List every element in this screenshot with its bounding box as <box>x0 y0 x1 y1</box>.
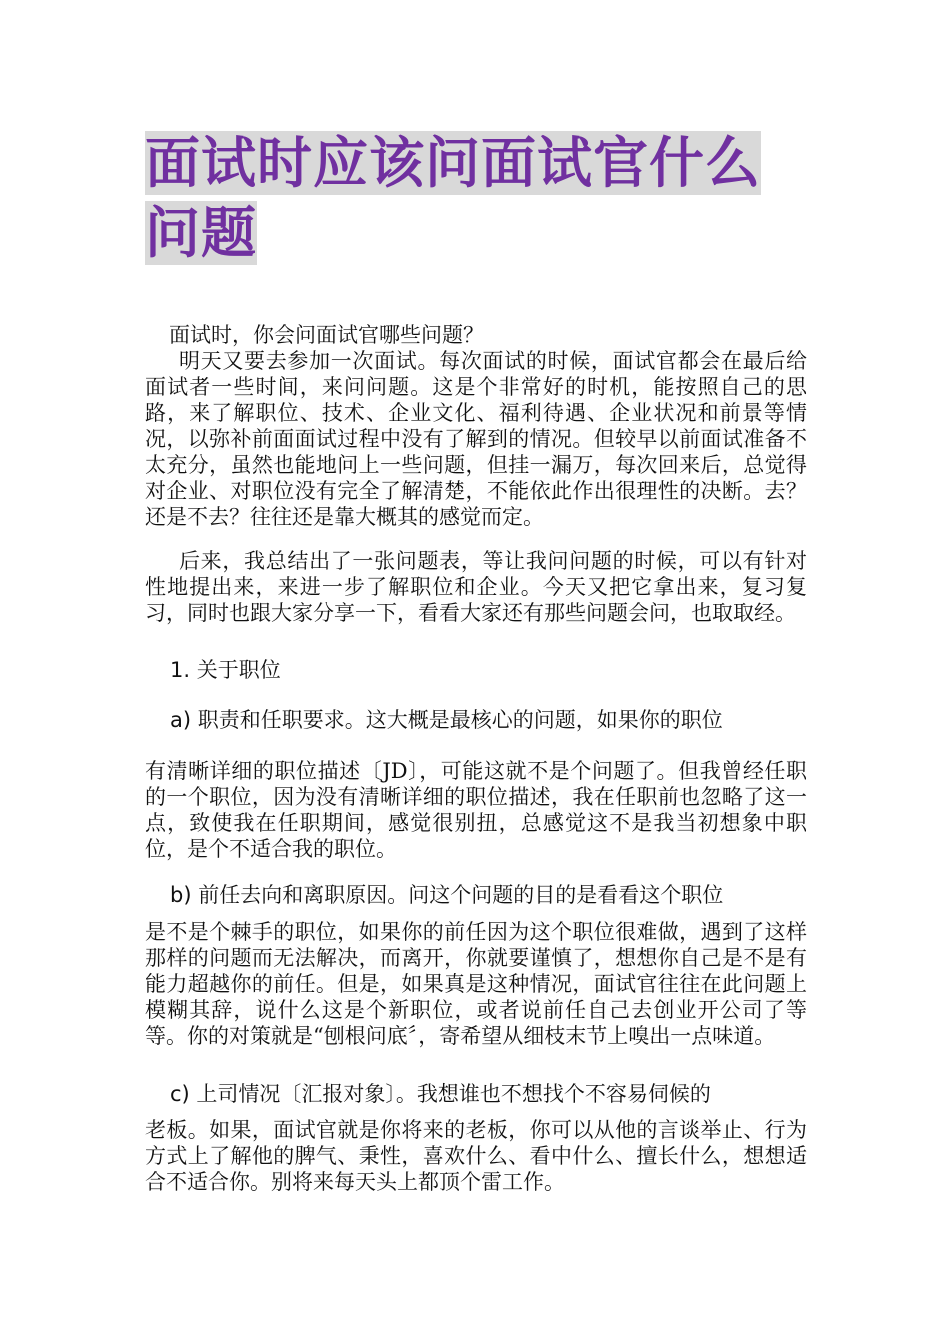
item-a-continuation: 有清晰详细的职位描述〔JD〕，可能这就不是个问题了。但我曾经任职的一个职位，因为没有清晰详细的职位描述，我在任职前也忽略了这一点，致使我在任职期间，感觉很别扭，总感觉这不是我当初想象中职位，是个不适合我的职位。 <box>145 759 807 861</box>
item-a-first-line: a) 职责和任职要求。这大概是最核心的问题，如果你的职位 <box>170 708 723 732</box>
item-c-continuation: 老板。如果，面试官就是你将来的老板，你可以从他的言谈举止、行为方式上了解他的脾气、秉性，喜欢什么、看中什么、擅长什么，想想适合不适合你。别将来每天头上都顶个雷工作。 <box>145 1118 807 1194</box>
paragraph-background: 明天又要去参加一次面试。每次面试的时候，面试官都会在最后给面试者一些时间，来问问题。这是个非常好的时机，能按照自己的思路，来了解职位、技术、企业文化、福利待遇、企业状况和前景等情况，以弥补前面面试过程中没有了解到的情况。但较早以前面试准备不太充分，虽然也能地问上一些问题，但挂一漏万，每次回来后，总觉得对企业、对职位没有完全了解清楚，不能依此作出很理性的决断。去？还是不去？往往还是靠大概其的感觉而定。 <box>145 349 807 529</box>
document-title-text: 面试时应该问面试官什么问题 <box>145 131 762 265</box>
document-title <box>145 128 810 268</box>
paragraph-question-list: 后来，我总结出了一张问题表，等让我问问题的时候，可以有针对性地提出来，来进一步了解职位和企业。今天又把它拿出来，复习复习，同时也跟大家分享一下，看看大家还有那些问题会问，也取取经。 <box>145 549 807 625</box>
item-b-first-line: b) 前任去向和离职原因。问这个问题的目的是看看这个职位 <box>170 883 724 907</box>
intro-question: 面试时，你会问面试官哪些问题？ <box>169 323 484 347</box>
section-heading-position: 1. 关于职位 <box>170 658 281 682</box>
item-b-continuation: 是不是个棘手的职位，如果你的前任因为这个职位很难做，遇到了这样那样的问题而无法解决，而离开，你就要谨慎了，想想你自己是不是有能力超越你的前任。但是，如果真是这种情况，面试官往往在此问题上模糊其辞，说什么这是个新职位，或者说前任自己去创业开公司了等等。你的对策就是“刨根问底〞，寄希望从细枝末节上嗅出一点味道。 <box>145 920 807 1048</box>
item-c-first-line: c) 上司情况〔汇报对象〕。我想谁也不想找个不容易伺候的 <box>170 1082 711 1106</box>
